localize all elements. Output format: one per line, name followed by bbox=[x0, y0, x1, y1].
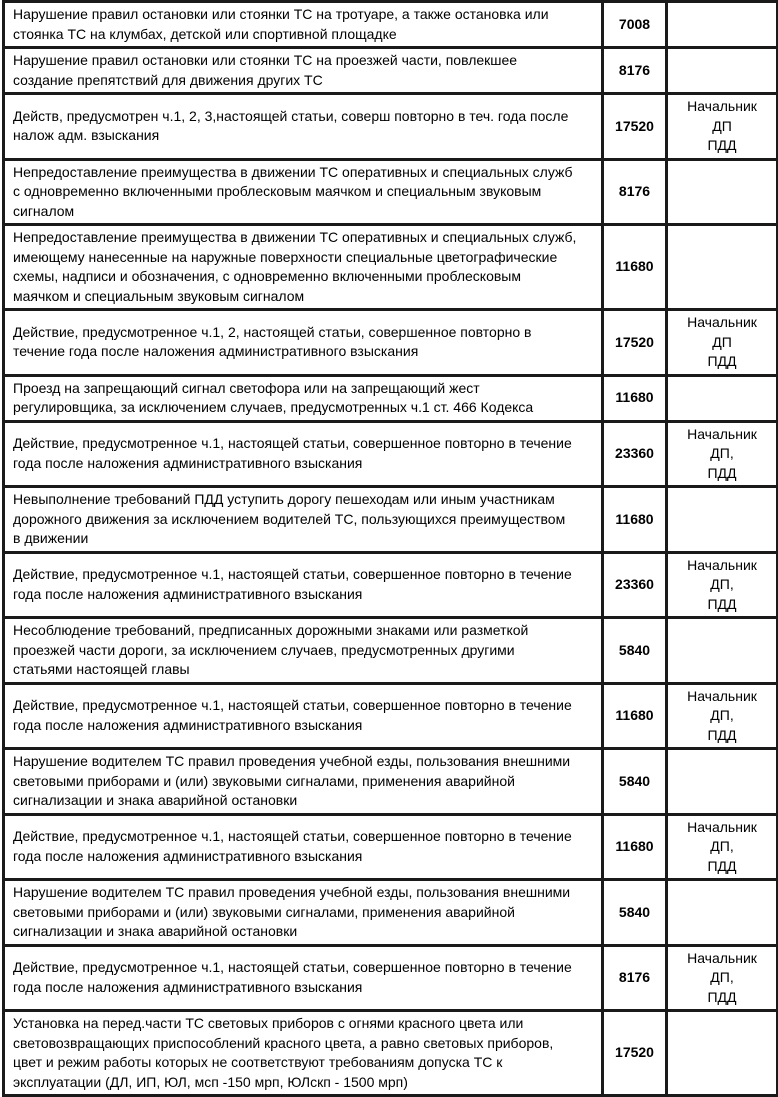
table-row bbox=[4, 487, 778, 553]
violation-description: Нарушение водителем ТС правил проведения учебной езды, пользования внешними световыми приборами и (или) звуковыми сигналами, применения аварийной сигнализации и знака аварийной остановки bbox=[4, 880, 603, 946]
fine-amount: 7008 bbox=[603, 2, 667, 48]
fine-amount: 17520 bbox=[603, 94, 667, 160]
violation-description: Действие, предусмотренное ч.1, настоящей статьи, совершенное повторно в течение года после наложения административного взыскания bbox=[4, 421, 603, 487]
table-row bbox=[4, 880, 778, 946]
violation-description: Невыполнение требований ПДД уступить дорогу пешеходам или иным участникам дорожного движения за исключением водителей ТС, пользующихся преимуществом в движении bbox=[4, 487, 603, 553]
authority bbox=[667, 880, 778, 946]
violation-description: Действие, предусмотренное ч.1, настоящей статьи, совершенное повторно в течение года после наложения административного взыскания bbox=[4, 945, 603, 1011]
authority bbox=[667, 749, 778, 815]
fine-amount: 8176 bbox=[603, 159, 667, 225]
authority bbox=[667, 1011, 778, 1096]
authority bbox=[667, 2, 778, 48]
fine-amount: 5840 bbox=[603, 880, 667, 946]
authority: Начальник ДП, ПДД bbox=[667, 814, 778, 880]
fine-amount: 8176 bbox=[603, 48, 667, 94]
table-row bbox=[4, 683, 778, 749]
violation-description: Нарушение правил остановки или стоянки ТС на тротуаре, а также остановка или стоянка ТС на клумбах, детской или спортивной площадке bbox=[4, 2, 603, 48]
table-row bbox=[4, 94, 778, 160]
violation-description: Непредоставление преимущества в движении ТС оперативных и специальных служб, имеющему нанесенные на наружные поверхности специальные цветографические схемы, надписи и обозначения, с одновременно включенными проблесковым маячком и специальным звуковым сигналом bbox=[4, 225, 603, 310]
table-row bbox=[4, 814, 778, 880]
table-row bbox=[4, 159, 778, 225]
authority bbox=[667, 375, 778, 421]
fine-amount: 8176 bbox=[603, 945, 667, 1011]
table-row bbox=[4, 749, 778, 815]
authority bbox=[667, 159, 778, 225]
fine-amount: 11680 bbox=[603, 225, 667, 310]
authority: Начальник ДП ПДД bbox=[667, 94, 778, 160]
fine-amount: 11680 bbox=[603, 814, 667, 880]
table-row bbox=[4, 48, 778, 94]
fine-amount: 5840 bbox=[603, 618, 667, 684]
authority: Начальник ДП, ПДД bbox=[667, 421, 778, 487]
violation-description: Действие, предусмотренное ч.1, настоящей статьи, совершенное повторно в течение года после наложения административного взыскания bbox=[4, 552, 603, 618]
authority: Начальник ДП, ПДД bbox=[667, 552, 778, 618]
fines-table-body bbox=[4, 2, 778, 1096]
table-row bbox=[4, 421, 778, 487]
violation-description: Установка на перед.части ТС световых приборов с огнями красного цвета или световозвращающих приспособлений красного цвета, а равно световых приборов, цвет и режим работы которых не соответствуют требованиям допуска ТС к эксплуатации (ДЛ, ИП, ЮЛ, мсп -150 мрп, ЮЛскп - 1500 мрп) bbox=[4, 1011, 603, 1096]
violation-description: Проезд на запрещающий сигнал светофора или на запрещающий жест регулировщика, за исключением случаев, предусмотренных ч.1 ст. 466 Кодекса bbox=[4, 375, 603, 421]
violation-description: Действ, предусмотрен ч.1, 2, 3,настоящей статьи, соверш повторно в теч. года после налож адм. взыскания bbox=[4, 94, 603, 160]
table-row bbox=[4, 618, 778, 684]
fine-amount: 11680 bbox=[603, 487, 667, 553]
violation-description: Нарушение правил остановки или стоянки ТС на проезжей части, повлекшее создание препятствий для движения других ТС bbox=[4, 48, 603, 94]
authority bbox=[667, 618, 778, 684]
violation-description: Действие, предусмотренное ч.1, настоящей статьи, совершенное повторно в течение года после наложения административного взыскания bbox=[4, 814, 603, 880]
authority: Начальник ДП ПДД bbox=[667, 310, 778, 376]
authority bbox=[667, 48, 778, 94]
violation-description: Действие, предусмотренное ч.1, 2, настоящей статьи, совершенное повторно в течение года после наложения административного взыскания bbox=[4, 310, 603, 376]
table-row bbox=[4, 1011, 778, 1096]
table-row bbox=[4, 225, 778, 310]
table-row bbox=[4, 2, 778, 48]
fine-amount: 11680 bbox=[603, 683, 667, 749]
fine-amount: 23360 bbox=[603, 421, 667, 487]
fine-amount: 17520 bbox=[603, 1011, 667, 1096]
authority bbox=[667, 487, 778, 553]
fine-amount: 5840 bbox=[603, 749, 667, 815]
violation-description: Несоблюдение требований, предписанных дорожными знаками или разметкой проезжей части дороги, за исключением случаев, предусмотренных другими статьями настоящей главы bbox=[4, 618, 603, 684]
fine-amount: 23360 bbox=[603, 552, 667, 618]
authority: Начальник ДП, ПДД bbox=[667, 683, 778, 749]
violation-description: Нарушение водителем ТС правил проведения учебной езды, пользования внешними световыми приборами и (или) звуковыми сигналами, применения аварийной сигнализации и знака аварийной остановки bbox=[4, 749, 603, 815]
table-row bbox=[4, 375, 778, 421]
violation-description: Непредоставление преимущества в движении ТС оперативных и специальных служб с одновременно включенными проблесковым маячком и специальным звуковым сигналом bbox=[4, 159, 603, 225]
table-row bbox=[4, 552, 778, 618]
fines-table bbox=[2, 0, 778, 1097]
table-row bbox=[4, 310, 778, 376]
fine-amount: 11680 bbox=[603, 375, 667, 421]
authority: Начальник ДП, ПДД bbox=[667, 945, 778, 1011]
table-row bbox=[4, 945, 778, 1011]
authority bbox=[667, 225, 778, 310]
fine-amount: 17520 bbox=[603, 310, 667, 376]
violation-description: Действие, предусмотренное ч.1, настоящей статьи, совершенное повторно в течение года после наложения административного взыскания bbox=[4, 683, 603, 749]
